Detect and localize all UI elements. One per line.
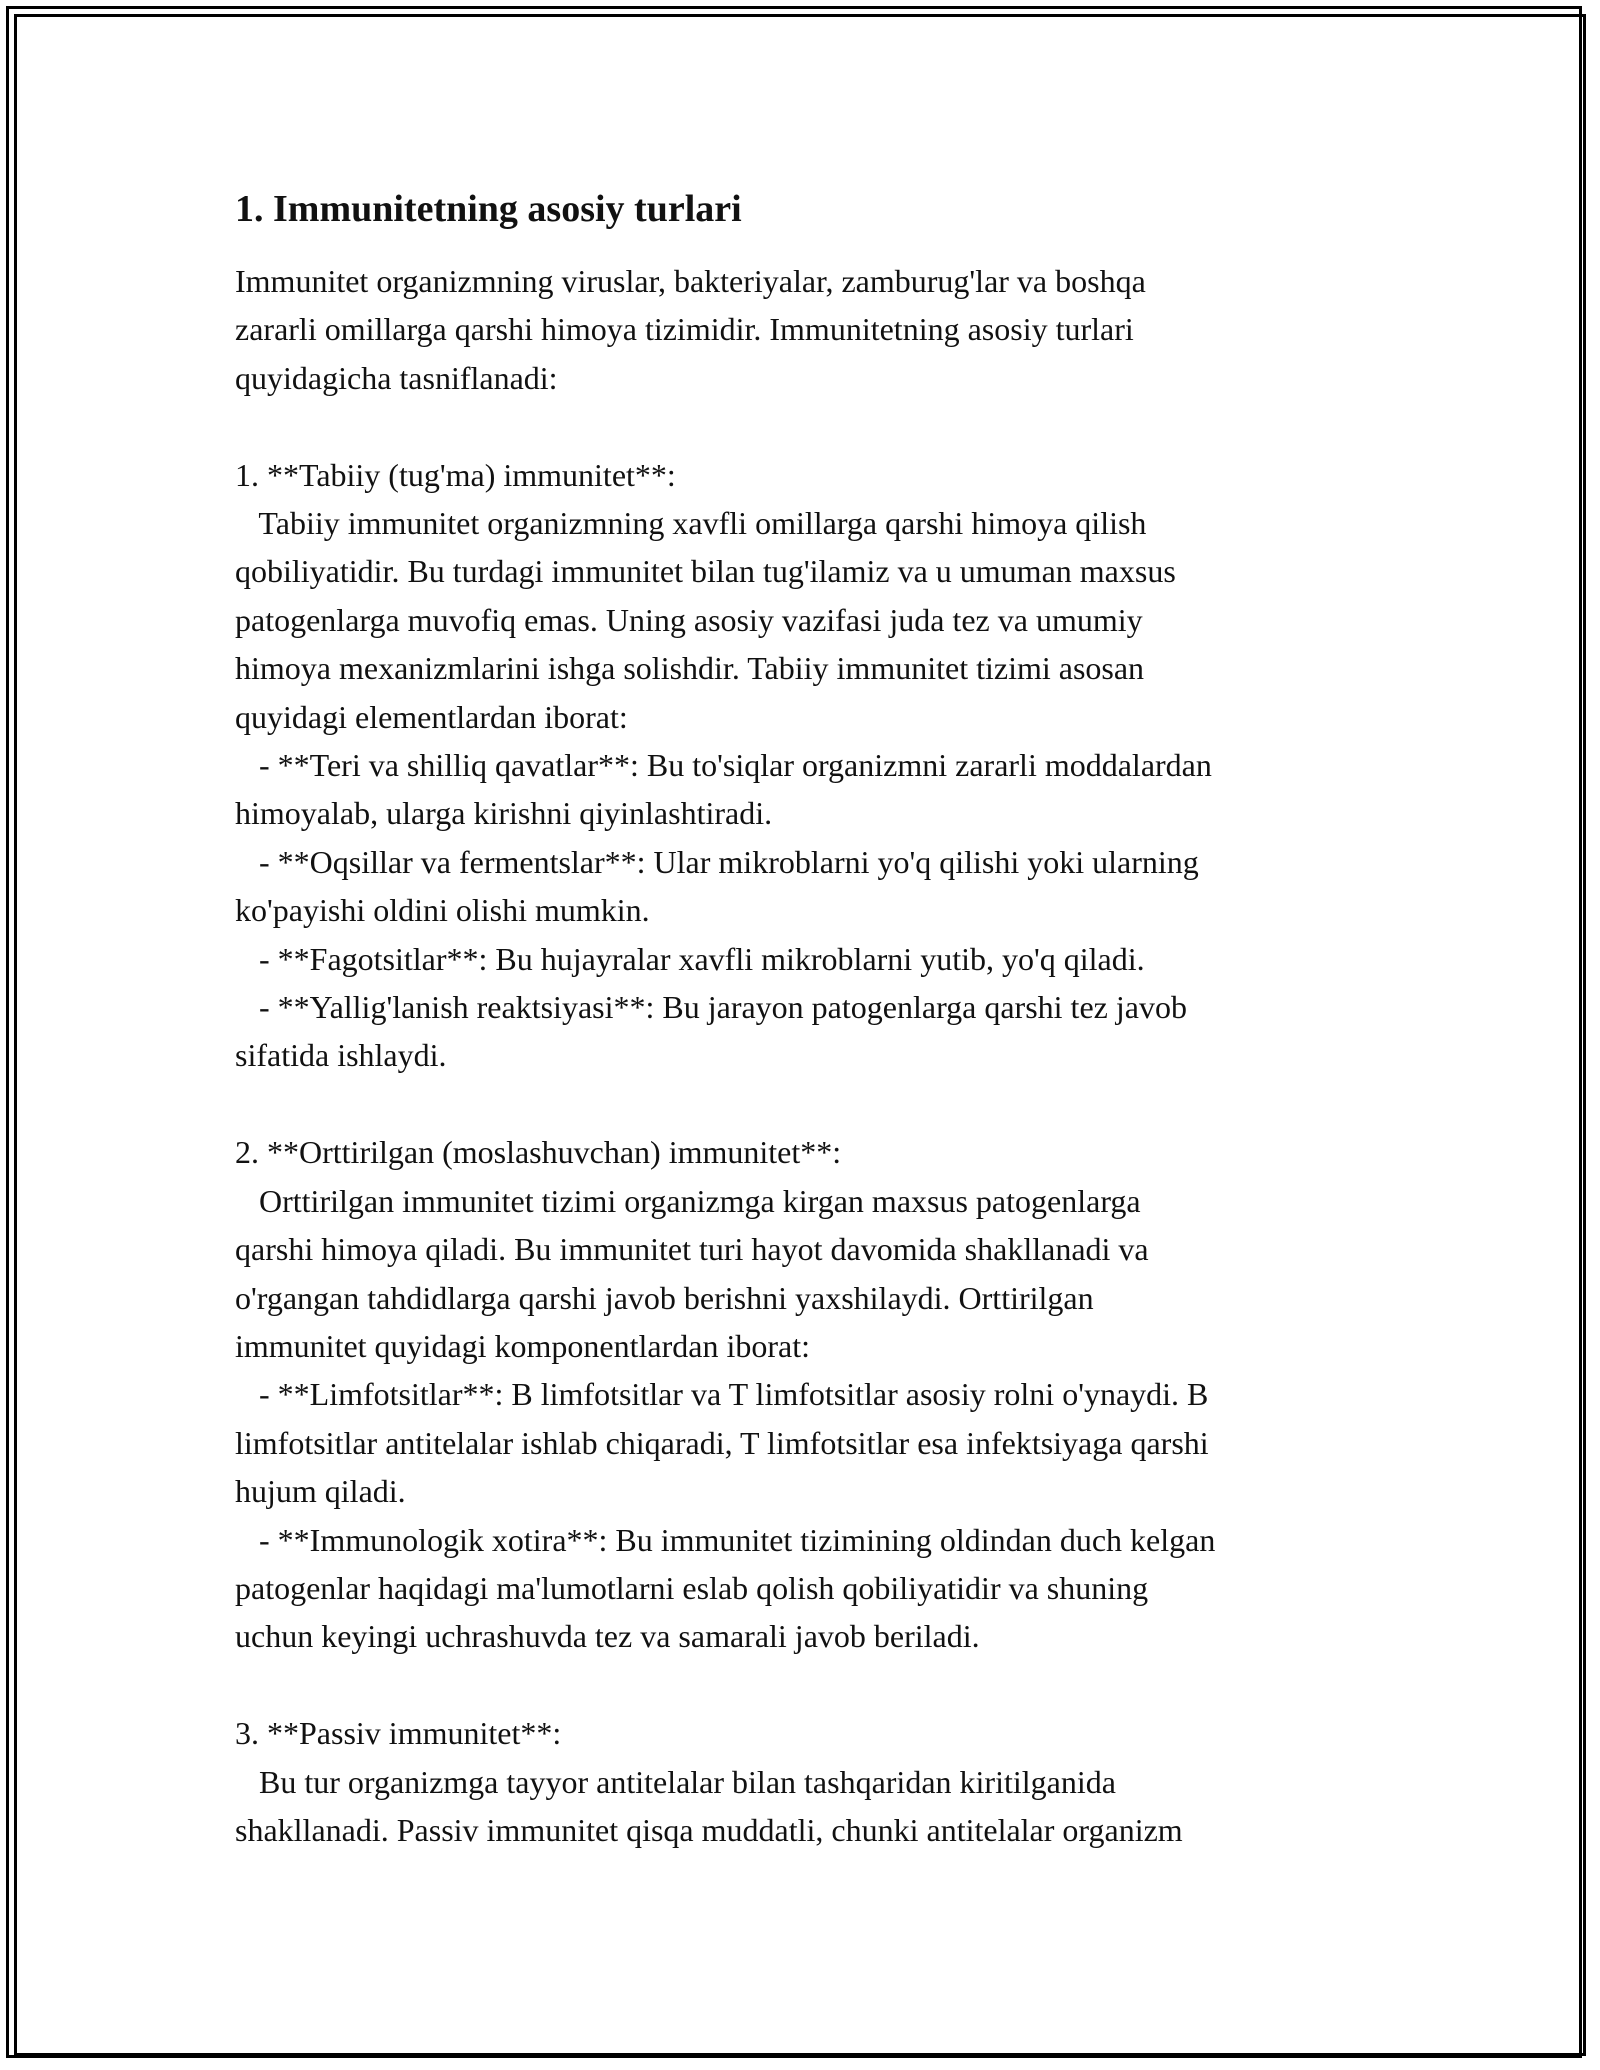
text-line: Tabiiy immunitet organizmning xavfli omillarga qarshi himoya qilish [235,505,1147,542]
section-acquired-immunity [235,1128,1395,1660]
section-heading: 1. **Tabiiy (tug'ma) immunitet**: [235,456,676,493]
list-item: - **Immunologik xotira**: Bu immunitet tizimining oldindan duch kelgan [235,1521,1216,1558]
text-line: shakllanadi. Passiv immunitet qisqa muddatli, chunki antitelalar organizm [235,1811,1183,1848]
text-line: himoya mexanizmlarini ishga solishdir. Tabiiy immunitet tizimi asosan [235,650,1145,687]
text-line: quyidagicha tasniflanadi: [235,359,558,396]
document-title: 1. Immunitetning asosiy turlari [235,188,742,230]
text-line: himoyalab, ularga kirishni qiyinlashtiradi. [235,795,773,832]
paragraph-gap [235,1080,1395,1128]
intro-paragraph [235,257,1395,402]
text-line: sifatida ishlaydi. [235,1037,447,1074]
text-line: patogenlarga muvofiq emas. Uning asosiy vazifasi juda tez va umumiy [235,601,1143,638]
text-line: quyidagi elementlardan iborat: [235,698,628,735]
text-line: o'rgangan tahdidlarga qarshi javob berishni yaxshilaydi. Orttirilgan [235,1279,1094,1316]
section-natural-immunity [235,451,1395,1080]
paragraph-gap [235,402,1395,450]
section-heading: 3. **Passiv immunitet**: [235,1715,562,1752]
section-heading: 2. **Orttirilgan (moslashuvchan) immunitet**: [235,1134,842,1171]
list-item: - **Fagotsitlar**: Bu hujayralar xavfli mikroblarni yutib, yo'q qiladi. [235,940,1145,977]
text-line: immunitet quyidagi komponentlardan iborat: [235,1327,810,1364]
text-line: ko'payishi oldini olishi mumkin. [235,892,650,929]
paragraph-gap [235,1661,1395,1709]
list-item: - **Oqsillar va fermentslar**: Ular mikroblarni yo'q qilishi yoki ularning [235,843,1199,880]
section-passive-immunity [235,1709,1395,1854]
text-line: qarshi himoya qiladi. Bu immunitet turi hayot davomida shakllanadi va [235,1231,1149,1268]
list-item: - **Yallig'lanish reaktsiyasi**: Bu jarayon patogenlarga qarshi tez javob [235,989,1187,1026]
text-line: zararli omillarga qarshi himoya tizimidir. Immunitetning asosiy turlari [235,311,1134,348]
text-line: Orttirilgan immunitet tizimi organizmga kirgan maxsus patogenlarga [235,1182,1141,1219]
document-body [235,185,1395,1854]
text-line: patogenlar haqidagi ma'lumotlarni eslab qolish qobiliyatidir va shuning [235,1569,1149,1606]
text-line: Immunitet organizmning viruslar, bakteriyalar, zamburug'lar va boshqa [235,263,1146,299]
text-line: uchun keyingi uchrashuvda tez va samarali javob beriladi. [235,1618,980,1655]
text-line: hujum qiladi. [235,1473,406,1510]
list-item: - **Teri va shilliq qavatlar**: Bu to'siqlar organizmni zararli moddalardan [235,747,1212,784]
text-line: qobiliyatidir. Bu turdagi immunitet bilan tug'ilamiz va u umuman maxsus [235,553,1176,590]
text-line: limfotsitlar antitelalar ishlab chiqaradi, T limfotsitlar esa infektsiyaga qarshi [235,1424,1209,1461]
list-item: - **Limfotsitlar**: B limfotsitlar va T limfotsitlar asosiy rolni o'ynaydi. B [235,1376,1209,1413]
text-line: Bu tur organizmga tayyor antitelalar bilan tashqaridan kiritilganida [235,1763,1116,1800]
